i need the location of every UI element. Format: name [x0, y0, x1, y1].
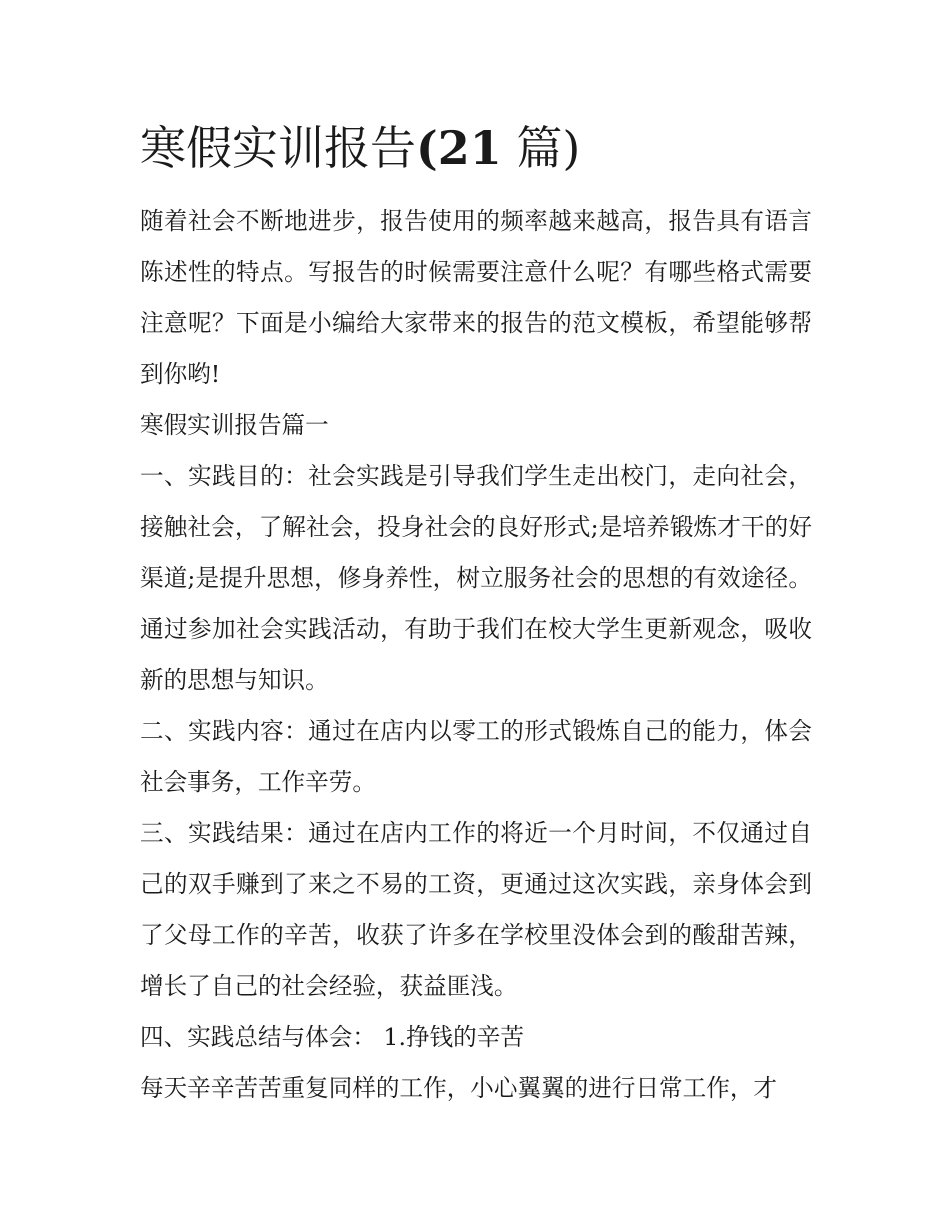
practice-result-paragraph: 三、实践结果：通过在店内工作的将近一个月时间，不仅通过自己的双手赚到了来之不易的工资，更通过这次实践，亲身体会到了父母工作的辛苦，收获了许多在学校里没体会到的酸甜苦辣，增长了自己的社会经验，获益匪浅。 [140, 819, 812, 1000]
practice-purpose-paragraph: 一、实践目的：社会实践是引导我们学生走出校门，走向社会，接触社会，了解社会，投身社会的良好形式;是培养锻炼才干的好渠道;是提升思想，修身养性，树立服务社会的思想的有效途径。通过参加社会实践活动，有助于我们在校大学生更新观念，吸收新的思想与知识。 [140, 462, 812, 694]
title-main: 寒假实训报告 [140, 121, 416, 175]
title-count: (21 [416, 121, 502, 175]
document-title [140, 112, 820, 184]
document-body [140, 196, 812, 1114]
title-suffix: 篇) [501, 121, 581, 175]
practice-summary-paragraph: 四、实践总结与体会： 1.挣钱的辛苦 [140, 1023, 524, 1051]
intro-paragraph: 随着社会不断地进步，报告使用的频率越来越高，报告具有语言陈述性的特点。写报告的时候需要注意什么呢？有哪些格式需要注意呢？下面是小编给大家带来的报告的范文模板，希望能够帮到你哟! [140, 207, 812, 388]
daily-work-paragraph: 每天辛辛苦苦重复同样的工作，小心翼翼的进行日常工作，才 [140, 1074, 778, 1102]
practice-content-paragraph: 二、实践内容：通过在店内以零工的形式锻炼自己的能力，体会社会事务，工作辛劳。 [140, 717, 812, 796]
section-heading: 寒假实训报告篇一 [140, 411, 329, 439]
